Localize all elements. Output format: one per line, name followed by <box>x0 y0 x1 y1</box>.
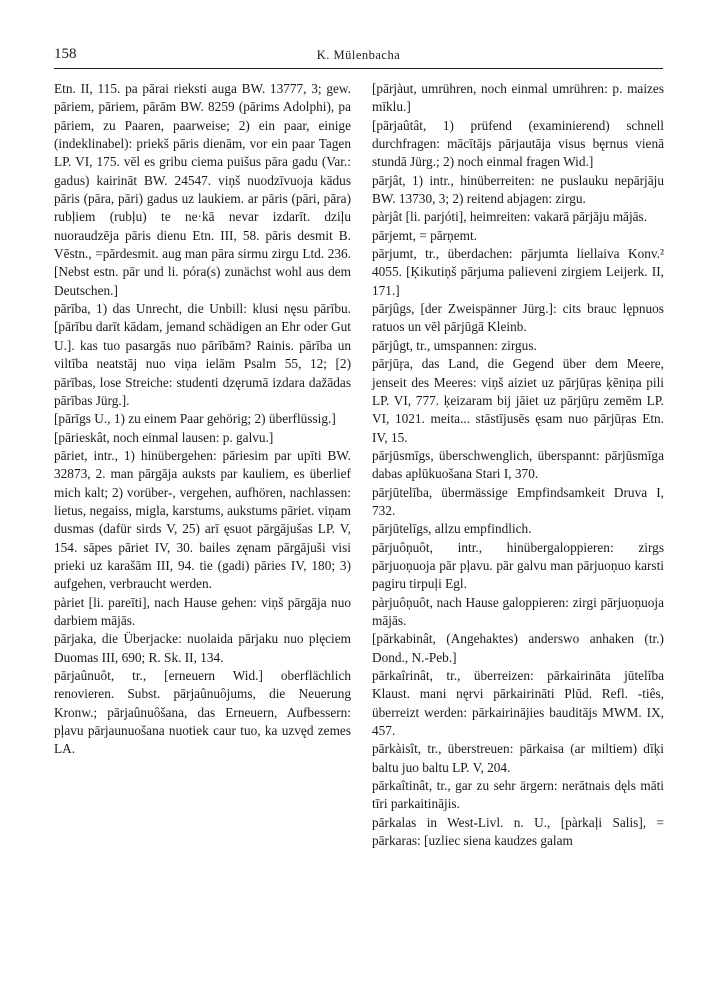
dictionary-entry: [pārkabinât, (Angehaktes) anderswo anhaken (tr.) Dond., N.-Peb.] <box>372 631 664 665</box>
dictionary-entry: pārjuôņuôt, intr., hinübergaloppieren: zirgs pārjuoņuoja pār pļavu. pār galvu man pārjuoņuo karsti pagiru tirpuļi Egl. <box>372 539 664 592</box>
dictionary-entry: [pārieskât, noch einmal lausen: p. galvu.] <box>54 429 274 445</box>
dictionary-entry: pārība, 1) das Unrecht, die Unbill: klusi nęsu pārību. [pārību darīt kādam, jemand schädigen an Ehr oder Gut U.]. kas tuo pasargās nuo pārībām? Rainis. pārība un viltība neatstāj nuo viņa ielām Psalm 55, 12; [2) pārības, lose Streiche: studenti dzęrumā izdara dažādas pārības Jürg.]. <box>54 301 351 408</box>
dictionary-entry: pāriet, intr., 1) hinübergehen: pāriesim par upīti BW. 32873, 2. man pārgāja auksts par kauliem, es überlief mich kalt; 2) vorüber-, vergehen, aufhören, nachlassen: lietus, negaiss, migla, karstums, aukstums pāriet. viņam dusmas (dafür sirds V, 25) arī ęsuot pārgājušas LP. V, 154. sāpes pāriet IV, 30. bailes zęnam pārgājuši visi prieki uz karašām III, 94. tie (gadi) pāries IV, 180; 3) aufgehen, verbraucht werden. <box>54 447 351 592</box>
dictionary-entry: pārjūsmīgs, überschwenglich, überspannt: pārjūsmīga dabas aplūkuošana Stari I, 370. <box>372 447 664 482</box>
dictionary-entry: pārjaka, die Überjacke: nuolaida pārjaku nuo plęciem Duomas III, 690; R. Sk. II, 134. <box>54 631 351 665</box>
dictionary-entry: [pārjaûtât, 1) prüfend (examinierend) schnell durchfragen: mācītājs pārjautāja visus bęrnus vienā stundā Jürg.; 2) noch einmal fragen Wid.] <box>372 117 664 170</box>
dictionary-entry: pārjūtelība, übermässige Empfindsamkeit Druva I, 732. <box>372 484 664 518</box>
dictionary-entry: pārkalas in West-Livl. n. U., [pàrkaļi Salis], = pārkaras: [uzliec siena kaudzes galam <box>372 814 664 849</box>
dictionary-entry: pārkàisît, tr., überstreuen: pārkaisa (ar miltiem) dīķi baltu juo baltu LP. V, 204. <box>372 741 664 775</box>
dictionary-entry: pārjumt, tr., überdachen: pārjumta liellaiva Konv.² 4055. [Ķikutiņš pārjuma palieveni zirgiem Leijerk. II, 171.] <box>372 246 664 298</box>
dictionary-entry: pārjūtelīgs, allzu empfindlich. <box>372 521 532 537</box>
dictionary-entry: pàriet [li. pareīti], nach Hause gehen: viņš pārgāja nuo darbiem mājās. <box>54 594 351 628</box>
dictionary-entry: pārjaûnuôt, tr., [erneuern Wid.] oberflächlich renovieren. Subst. pārjaûnuôjums, die Neuerung Kronw.; pārjaûnuôšana, das Erneuern, Aufbessern: pļavu pārjaunuošana nuotiek caur tuo, ka uzvęd zemes LA. <box>54 668 351 757</box>
dictionary-entry: Etn. II, 115. pa pārai rieksti auga BW. 13777, 3; gew. pāriem, pāriem, pārām BW. 8259 (pārims Adolphi), pa pāriem, zu Paaren, paarweise; 2) ein paar, einige (indeklinabel): priekš pāris dienām, vor ein paar Tagen LP. VI, 175. vēl es gribu ciema puišus pāra gadu (Var.: gadus) kairināt BW. 24547. viņš nuodzīvuoja kādus pāris (pāra, pāri) gadus uz laukiem. ar pāris (pāri, pāra) rubļiem (rubļu) te ne·kā nevar izdarīt. dziļu nuoraudzēja pāris dienu Etn. III, 58. pāris desmit B. Vēstn., =pārdesmit. aug man pāra sirmu zirgu Ltd. 236. [Nebst estn. pār und li. póra(s) zunächst wohl aus dem Deutschen.] <box>54 81 351 298</box>
dictionary-entry: [pārjàut, umrühren, noch einmal umrühren: p. maizes mīklu.] <box>372 81 664 115</box>
left-column <box>54 80 351 759</box>
dictionary-entry: pārjūŗa, das Land, die Gegend über dem Meere, jenseit des Meeres: viņš aiziet uz pārjūŗas ķēniņa pili LP. VI, 777. ķeizaram bij jāiet uz pārjūŗu zemēm LP. VI, 1021. meita... stāstījusēs ęsam nuo pārjūŗas Etn. IV, 15. <box>372 356 664 445</box>
dictionary-entry: pārkaîrinât, tr., überreizen: pārkairināta jūtelība Klaust. mani nęrvi pārkairināti Plūd. Refl. -tiês, überreizt werden: pārkairinājies bauditājs MWM. IX, 457. <box>372 668 664 739</box>
running-head: K. Mülenbacha <box>316 48 401 62</box>
dictionary-entry: pàrjât [li. parjóti], heimreiten: vakarā pārjāju mājās. <box>372 209 648 225</box>
dictionary-entry: pārjûgt, tr., umspannen: zirgus. <box>372 337 537 353</box>
dictionary-entry: pàrjuôņuôt, nach Hause galoppieren: zirgi pārjuoņuoja mājās. <box>372 594 664 628</box>
dictionary-entry: pārjât, 1) intr., hinüberreiten: ne puslauku nepārjāju BW. 13730, 3; 2) reitend abjagen: zirgu. <box>372 172 664 207</box>
page-number: 158 <box>54 46 77 62</box>
right-column <box>372 80 664 850</box>
dictionary-entry: [pārīgs U., 1) zu einem Paar gehörig; 2) überflüssig.] <box>54 411 336 427</box>
page-header <box>54 44 663 69</box>
dictionary-entry: pārkaîtinât, tr., gar zu sehr ärgern: nerātnais dęls māti tīri parkaitinājis. <box>372 778 664 812</box>
dictionary-entry: pārjemt, = pārņemt. <box>372 227 477 243</box>
dictionary-entry: pārjûgs, [der Zweispänner Jürg.]: cits brauc lępnuos ratuos un vēl pārjūgā Kleinb. <box>372 301 664 335</box>
